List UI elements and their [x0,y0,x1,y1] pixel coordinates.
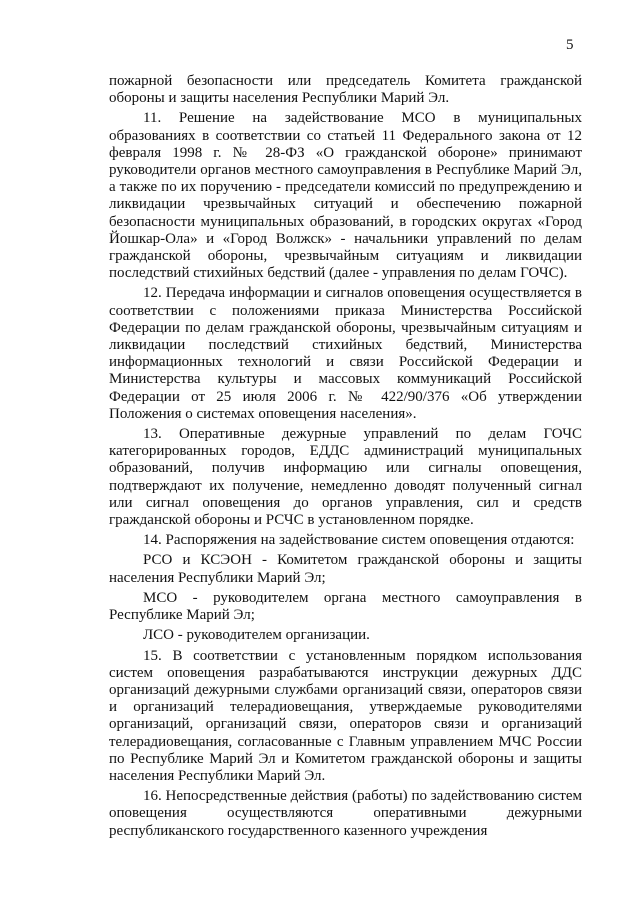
paragraph-14-lso: ЛСО - руководителем организации. [143,627,370,644]
paragraph-13: 13. Оперативные дежурные управлений по делам ГОЧС категорированных городов, ЕДДС администраций муниципальных образований, получив информацию или сигналы оповещения, подтверждают их получение, немедленно доводят полученный сигнал или сигнал оповещения до органов управления, сил и средств гражданской обороны и РСЧС в установленном порядке. [109,426,582,529]
paragraph-14: 14. Распоряжения на задействование систем оповещения отдаются: [143,532,575,549]
paragraph-14-mso: МСО - руководителем органа местного самоуправления в Республике Марий Эл; [109,589,582,624]
paragraph-14-rso: РСО и КСЭОН - Комитетом гражданской обороны и защиты населения Республики Марий Эл; [109,552,582,586]
paragraph-16: 16. Непосредственные действия (работы) по задействованию систем оповещения осуществляются оперативными дежурными республиканского государственного казенного учреждения [109,788,582,839]
paragraph-12: 12. Передача информации и сигналов оповещения осуществляется в соответствии с положениями приказа Министерства Российской Федерации по делам гражданской обороны, чрезвычайным ситуациям и ликвидации последствий стихийных бедствий, Министерства информационных технологий и связи Российской Федерации и Министерства культуры и массовых коммуникаций Российской Федерации от 25 июля 2006 г. № 422/90/376 «Об утверждении Положения о системах оповещения населения». [109,285,582,422]
page-number: 5 [566,37,574,53]
document-body [109,73,582,840]
paragraph-10-continuation: пожарной безопасности или председатель Комитета гражданской обороны и защиты населения Республики Марий Эл. [109,73,582,107]
paragraph-15: 15. В соответствии с установленным порядком использования систем оповещения разрабатываются инструкции дежурных ДДС организаций дежурными службами организаций связи, операторов связи и организаций телерадиовещания, утверждаемые руководителями организаций, организаций связи, операторов связи и организаций телерадиовещания, согласованные с Главным управлением МЧС России по Республике Марий Эл и Комитетом гражданской обороны и защиты населения Республики Марий Эл. [109,647,582,784]
paragraph-11: 11. Решение на задействование МСО в муниципальных образованиях в соответствии со статьей 11 Федерального закона от 12 февраля 1998 г. № 28-ФЗ «О гражданской обороне» принимают руководители органов местного самоуправления в Республике Марий Эл, а также по их поручению - председатели комиссий по предупреждению и ликвидации чрезвычайных ситуаций и обеспечению пожарной безопасности муниципальных образований, в городских округах «Город Йошкар-Ола» и «Город Волжск» - начальники управлений по делам гражданской обороны, чрезвычайным ситуациям и ликвидации последствий стихийных бедствий (далее - управления по делам ГОЧС). [109,110,582,282]
